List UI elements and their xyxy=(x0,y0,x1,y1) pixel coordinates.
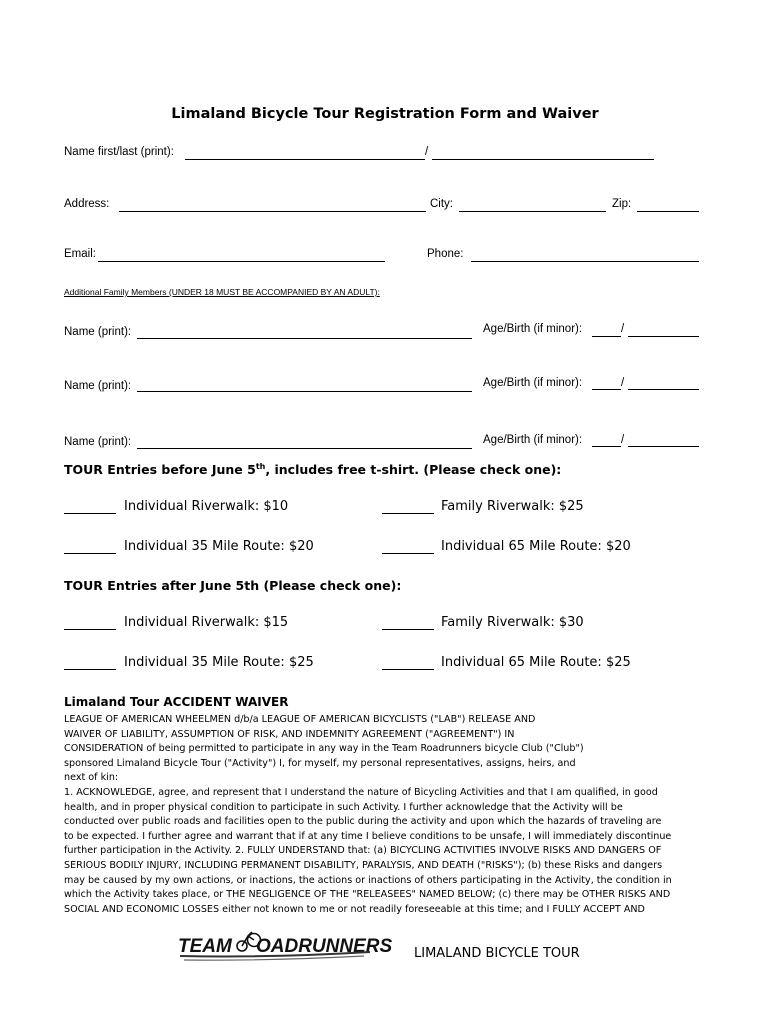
waiver-line: may be caused by my own actions, or inactions, the actions or inactions of others participating in the Activity, the condition in xyxy=(64,874,672,886)
waiver-line: to be expected. I further agree and warrant that if at any time I believe conditions to be unsafe, I will immediately discontinue xyxy=(64,830,672,842)
family-name-field-1[interactable] xyxy=(137,338,472,339)
zip-field[interactable] xyxy=(637,211,699,212)
family-age-field-3[interactable] xyxy=(592,446,621,447)
family-birth-field-1[interactable] xyxy=(628,336,699,337)
checkbox-line[interactable] xyxy=(64,629,116,630)
waiver-line: CONSIDERATION of being permitted to participate in any way in the Team Roadrunners bicycle Club ("Club") xyxy=(64,743,584,755)
before-heading-sup: th xyxy=(255,462,266,471)
waiver-line: 1. ACKNOWLEDGE, agree, and represent that I understand the nature of Bicycling Activities and that I am qualified, in good xyxy=(64,786,658,798)
svg-text:TEAM: TEAM xyxy=(178,936,232,957)
form-title: Limaland Bicycle Tour Registration Form and Waiver xyxy=(171,106,599,122)
option-individual-65-mile: Individual 65 Mile Route: $20 xyxy=(441,539,631,554)
waiver-line: conducted over public roads and facilities open to the public during the activity and upon which the hazards of traveling are xyxy=(64,816,662,828)
checkbox-line[interactable] xyxy=(382,629,434,630)
svg-text:OADRUNNERS: OADRUNNERS xyxy=(256,936,393,957)
name-label: Name first/last (print): xyxy=(64,146,174,158)
email-label: Email: xyxy=(64,248,96,260)
family-age-field-2[interactable] xyxy=(592,389,621,390)
option-individual-riverwalk: Individual Riverwalk: $15 xyxy=(124,615,289,630)
waiver-line: sponsored Limaland Bicycle Tour ("Activity") I, for myself, my personal representatives, assigns, heirs, and xyxy=(64,757,576,769)
team-roadrunners-logo xyxy=(178,928,393,964)
before-june-heading xyxy=(64,462,561,477)
checkbox-line[interactable] xyxy=(382,669,434,670)
footer-tour-name: LIMALAND BICYCLE TOUR xyxy=(414,946,580,961)
checkbox-line[interactable] xyxy=(64,553,116,554)
family-age-separator: / xyxy=(621,323,625,335)
option-family-riverwalk: Family Riverwalk: $30 xyxy=(441,615,584,630)
family-birth-field-2[interactable] xyxy=(628,389,699,390)
phone-field[interactable] xyxy=(471,261,699,262)
family-age-label: Age/Birth (if minor): xyxy=(483,377,583,389)
option-individual-riverwalk: Individual Riverwalk: $10 xyxy=(124,499,289,514)
family-name-label: Name (print): xyxy=(64,326,132,338)
city-label: City: xyxy=(430,198,453,210)
option-individual-35-mile: Individual 35 Mile Route: $20 xyxy=(124,539,314,554)
waiver-line: health, and in proper physical condition to participate in such Activity. I further acknowledge that the Activity will be xyxy=(64,801,623,813)
waiver-line: WAIVER OF LIABILITY, ASSUMPTION OF RISK, AND INDEMNITY AGREEMENT ("AGREEMENT") IN xyxy=(64,728,515,740)
before-heading-post: , includes free t-shirt. (Please check one): xyxy=(265,462,562,478)
address-field[interactable] xyxy=(119,211,426,212)
family-age-label: Age/Birth (if minor): xyxy=(483,434,583,446)
before-heading-pre: TOUR Entries before June 5 xyxy=(64,462,256,478)
checkbox-line[interactable] xyxy=(64,669,116,670)
checkbox-line[interactable] xyxy=(382,513,434,514)
phone-label: Phone: xyxy=(427,248,464,260)
waiver-line: LEAGUE OF AMERICAN WHEELMEN d/b/a LEAGUE OF AMERICAN BICYCLISTS ("LAB") RELEASE AND xyxy=(64,714,536,725)
city-field[interactable] xyxy=(459,211,606,212)
family-name-field-3[interactable] xyxy=(137,448,472,449)
family-name-field-2[interactable] xyxy=(137,391,472,392)
after-june-heading: TOUR Entries after June 5th (Please check one): xyxy=(64,578,402,593)
option-family-riverwalk: Family Riverwalk: $25 xyxy=(441,499,584,514)
waiver-line: next of kin: xyxy=(64,772,119,784)
address-label: Address: xyxy=(64,198,110,210)
waiver-line: SERIOUS BODILY INJURY, INCLUDING PERMANENT DISABILITY, PARALYSIS, AND DEATH ("RISKS"); (b) these Risks and dangers xyxy=(64,859,663,871)
family-name-label: Name (print): xyxy=(64,380,132,392)
family-age-label: Age/Birth (if minor): xyxy=(483,323,583,335)
name-separator: / xyxy=(425,146,429,158)
family-members-heading: Additional Family Members (UNDER 18 MUST BE ACCOMPANIED BY AN ADULT): xyxy=(64,287,380,297)
waiver-line: SOCIAL AND ECONOMIC LOSSES either not known to me or not readily foreseeable at this time; and I FULLY ACCEPT AND xyxy=(64,903,645,915)
family-name-label: Name (print): xyxy=(64,436,132,448)
waiver-line: further participation in the Activity. 2. FULLY UNDERSTAND that: (a) BICYCLING ACTIVITIES INVOLVE RISKS AND DANGERS OF xyxy=(64,845,662,857)
waiver-line: which the Activity takes place, or THE NEGLIGENCE OF THE "RELEASEES" NAMED BELOW; (c) there may be OTHER RISKS AND xyxy=(64,889,671,901)
family-age-field-1[interactable] xyxy=(592,336,621,337)
checkbox-line[interactable] xyxy=(64,513,116,514)
email-field[interactable] xyxy=(98,261,385,262)
option-individual-35-mile: Individual 35 Mile Route: $25 xyxy=(124,655,314,670)
waiver-heading: Limaland Tour ACCIDENT WAIVER xyxy=(64,695,289,709)
waiver-body xyxy=(64,713,714,917)
option-individual-65-mile: Individual 65 Mile Route: $25 xyxy=(441,655,631,670)
zip-label: Zip: xyxy=(612,198,632,210)
checkbox-line[interactable] xyxy=(382,553,434,554)
family-age-separator: / xyxy=(621,377,625,389)
last-name-field[interactable] xyxy=(432,159,654,160)
first-name-field[interactable] xyxy=(185,159,425,160)
family-age-separator: / xyxy=(621,434,625,446)
family-birth-field-3[interactable] xyxy=(628,446,699,447)
